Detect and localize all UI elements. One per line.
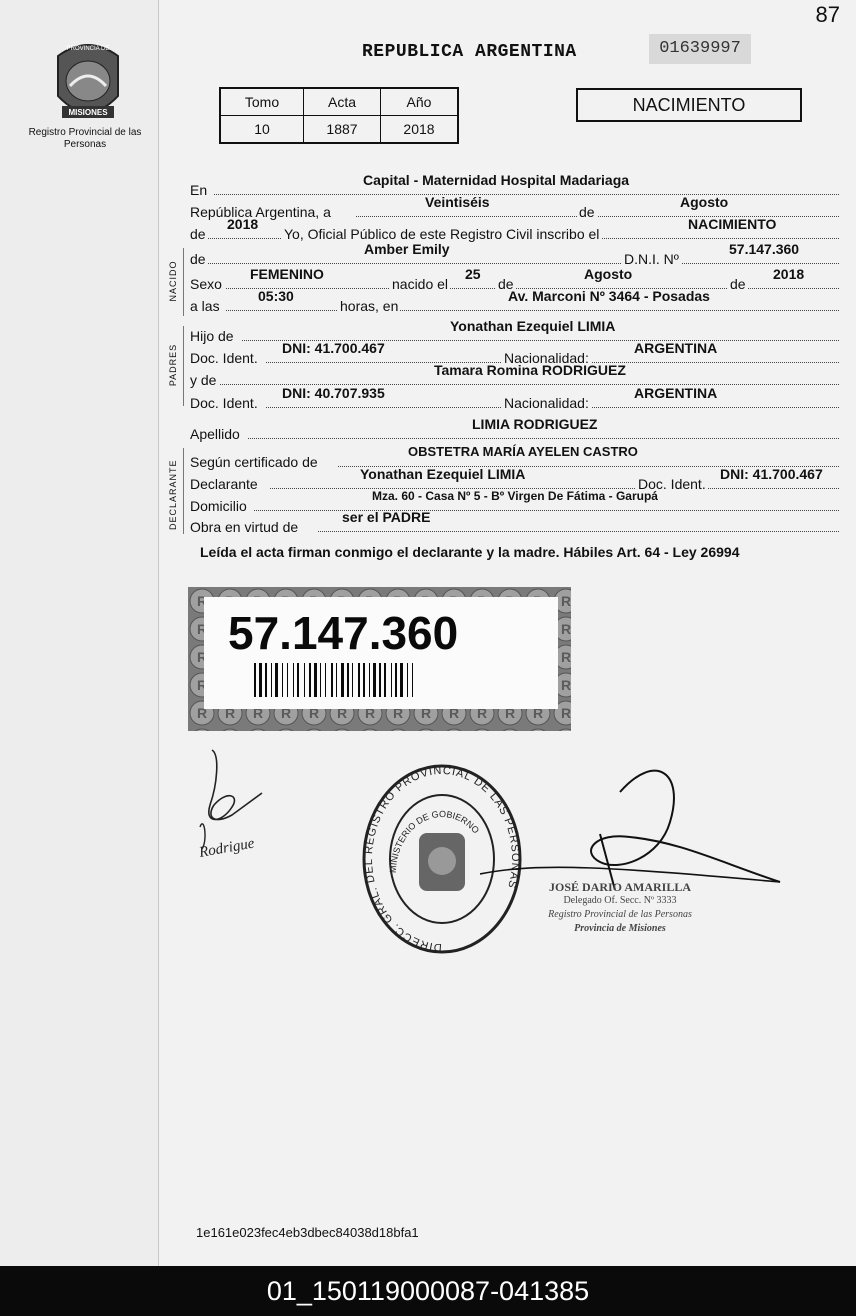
value-mother-nationality: ARGENTINA [634, 385, 718, 401]
label-de-name: de [190, 251, 206, 267]
serial-number: 01639997 [649, 34, 751, 64]
province-emblem-icon [48, 36, 128, 126]
reference-table [219, 87, 459, 144]
row-surname [190, 416, 839, 444]
official-province: Provincia de Misiones [574, 923, 666, 934]
page-number: 87 [815, 2, 840, 27]
value-mother-name: Tamara Romina RODRIGUEZ [434, 362, 626, 378]
label-doc-ident-mother: Doc. Ident. [190, 395, 258, 411]
dni-card-number: 57.147.360 [228, 607, 459, 659]
mother-signature-icon [192, 745, 292, 870]
ref-value-ano: 2018 [381, 116, 459, 144]
section-label-declarante: DECLARANTE [168, 459, 178, 530]
ref-value-acta: 1887 [304, 116, 381, 144]
stamp-ring-text: DIRECC. GRAL. DEL REGISTRO PROVINCIAL DE LAS PERSONAS [363, 764, 522, 954]
label-doc-ident-declarant: Doc. Ident. [638, 476, 706, 492]
label-sexo: Sexo [190, 276, 222, 292]
emblem-bottom-text: MISIONES [68, 108, 108, 117]
ref-header-acta: Acta [304, 88, 381, 116]
row-address [190, 489, 839, 516]
ref-header-tomo: Tomo [220, 88, 304, 116]
padres-divider [183, 326, 184, 406]
label-dni-no: D.N.I. Nº [624, 251, 679, 267]
value-dni: 57.147.360 [729, 241, 800, 257]
value-time: 05:30 [258, 288, 294, 304]
value-father-nationality: ARGENTINA [634, 340, 718, 356]
label-domicilio: Domicilio [190, 498, 247, 514]
label-de-year: de [190, 226, 206, 242]
value-surname: LIMIA RODRIGUEZ [472, 416, 598, 432]
declarante-divider [183, 448, 184, 534]
row-time [190, 288, 839, 316]
official-name: JOSÉ DARIO AMARILLA [548, 880, 692, 894]
mother-signature-text: Rodrigue [197, 835, 256, 861]
emblem-top-text: PROVINCIA DE [66, 46, 110, 52]
label-de-month: de [579, 204, 595, 220]
label-nacionalidad-father: Nacionalidad: [504, 350, 589, 366]
value-name: Amber Emily [364, 241, 450, 257]
ref-header-ano: Año [381, 88, 459, 116]
dni-number-card [188, 587, 571, 731]
label-nacido-el: nacido el [392, 276, 449, 292]
footer-code: 01_150119000087-041385 [0, 1266, 856, 1316]
value-father-name: Yonathan Ezequiel LIMIA [450, 318, 616, 334]
value-birth-month: Agosto [584, 266, 633, 282]
label-obra-en-virtud: Obra en virtud de [190, 519, 299, 535]
value-month: Agosto [680, 194, 729, 210]
value-year: 2018 [227, 216, 259, 232]
label-a-las: a las [190, 298, 220, 314]
label-en: En [190, 182, 208, 198]
ref-value-tomo: 10 [220, 116, 304, 144]
page-title: REPUBLICA ARGENTINA [362, 42, 577, 62]
act-type-box: NACIMIENTO [576, 88, 802, 122]
label-apellido: Apellido [190, 426, 240, 442]
value-sex: FEMENINO [250, 266, 324, 282]
nacido-divider [183, 248, 184, 316]
official-office: Registro Provincial de las Personas [548, 909, 692, 920]
section-label-nacido: NACIDO [168, 260, 178, 302]
row-place [190, 172, 839, 200]
label-doc-ident-father: Doc. Ident. [190, 350, 258, 366]
label-y-de: y de [190, 372, 217, 388]
label-de-birth-month: de [498, 276, 514, 292]
label-yo-oficial: Yo, Oficial Público de este Registro Civil inscribo el [284, 226, 600, 242]
label-hijo-de: Hijo de [190, 328, 234, 344]
value-address: Mza. 60 - Casa Nº 5 - Bº Virgen De Fátima - Garupá [372, 489, 658, 503]
label-republica: República Argentina, a [190, 204, 331, 220]
value-declarant-doc: DNI: 41.700.467 [720, 466, 823, 482]
section-label-padres: PADRES [168, 343, 178, 387]
document-hash: 1e161e023fec4eb3dbec84038d18bfa1 [196, 1225, 419, 1240]
left-margin-strip [0, 0, 159, 1266]
value-day-words: Veintiséis [425, 194, 490, 210]
value-certificate-by: OBSTETRA MARÍA AYELEN CASTRO [408, 444, 638, 459]
stamp-inner-text: MINISTERIO DE GOBIERNO [387, 808, 482, 874]
label-declarante: Declarante [190, 476, 258, 492]
value-place: Capital - Maternidad Hospital Madariaga [363, 172, 630, 188]
row-by-virtue [190, 509, 839, 537]
value-father-doc: DNI: 41.700.467 [282, 340, 385, 356]
closing-statement: Leída el acta firman conmigo el declarante y la madre. Hábiles Art. 64 - Ley 26994 [200, 544, 740, 560]
label-segun-certificado: Según certificado de [190, 454, 318, 470]
label-de-birth-year: de [730, 276, 746, 292]
value-by-virtue-of: ser el PADRE [342, 509, 431, 525]
value-declarant: Yonathan Ezequiel LIMIA [360, 466, 526, 482]
value-mother-doc: DNI: 40.707.935 [282, 385, 385, 401]
value-birth-day: 25 [465, 266, 481, 282]
label-horas-en: horas, en [340, 298, 399, 314]
row-mother-doc [190, 385, 839, 413]
label-nacionalidad-mother: Nacionalidad: [504, 395, 589, 411]
official-identification [505, 880, 735, 936]
registry-name: Registro Provincial de las Personas [28, 127, 142, 150]
official-title: Delegado Of. Secc. Nº 3333 [563, 895, 677, 906]
value-birth-address: Av. Marconi Nº 3464 - Posadas [508, 288, 710, 304]
value-act-kind: NACIMIENTO [688, 216, 777, 232]
value-birth-year: 2018 [773, 266, 805, 282]
